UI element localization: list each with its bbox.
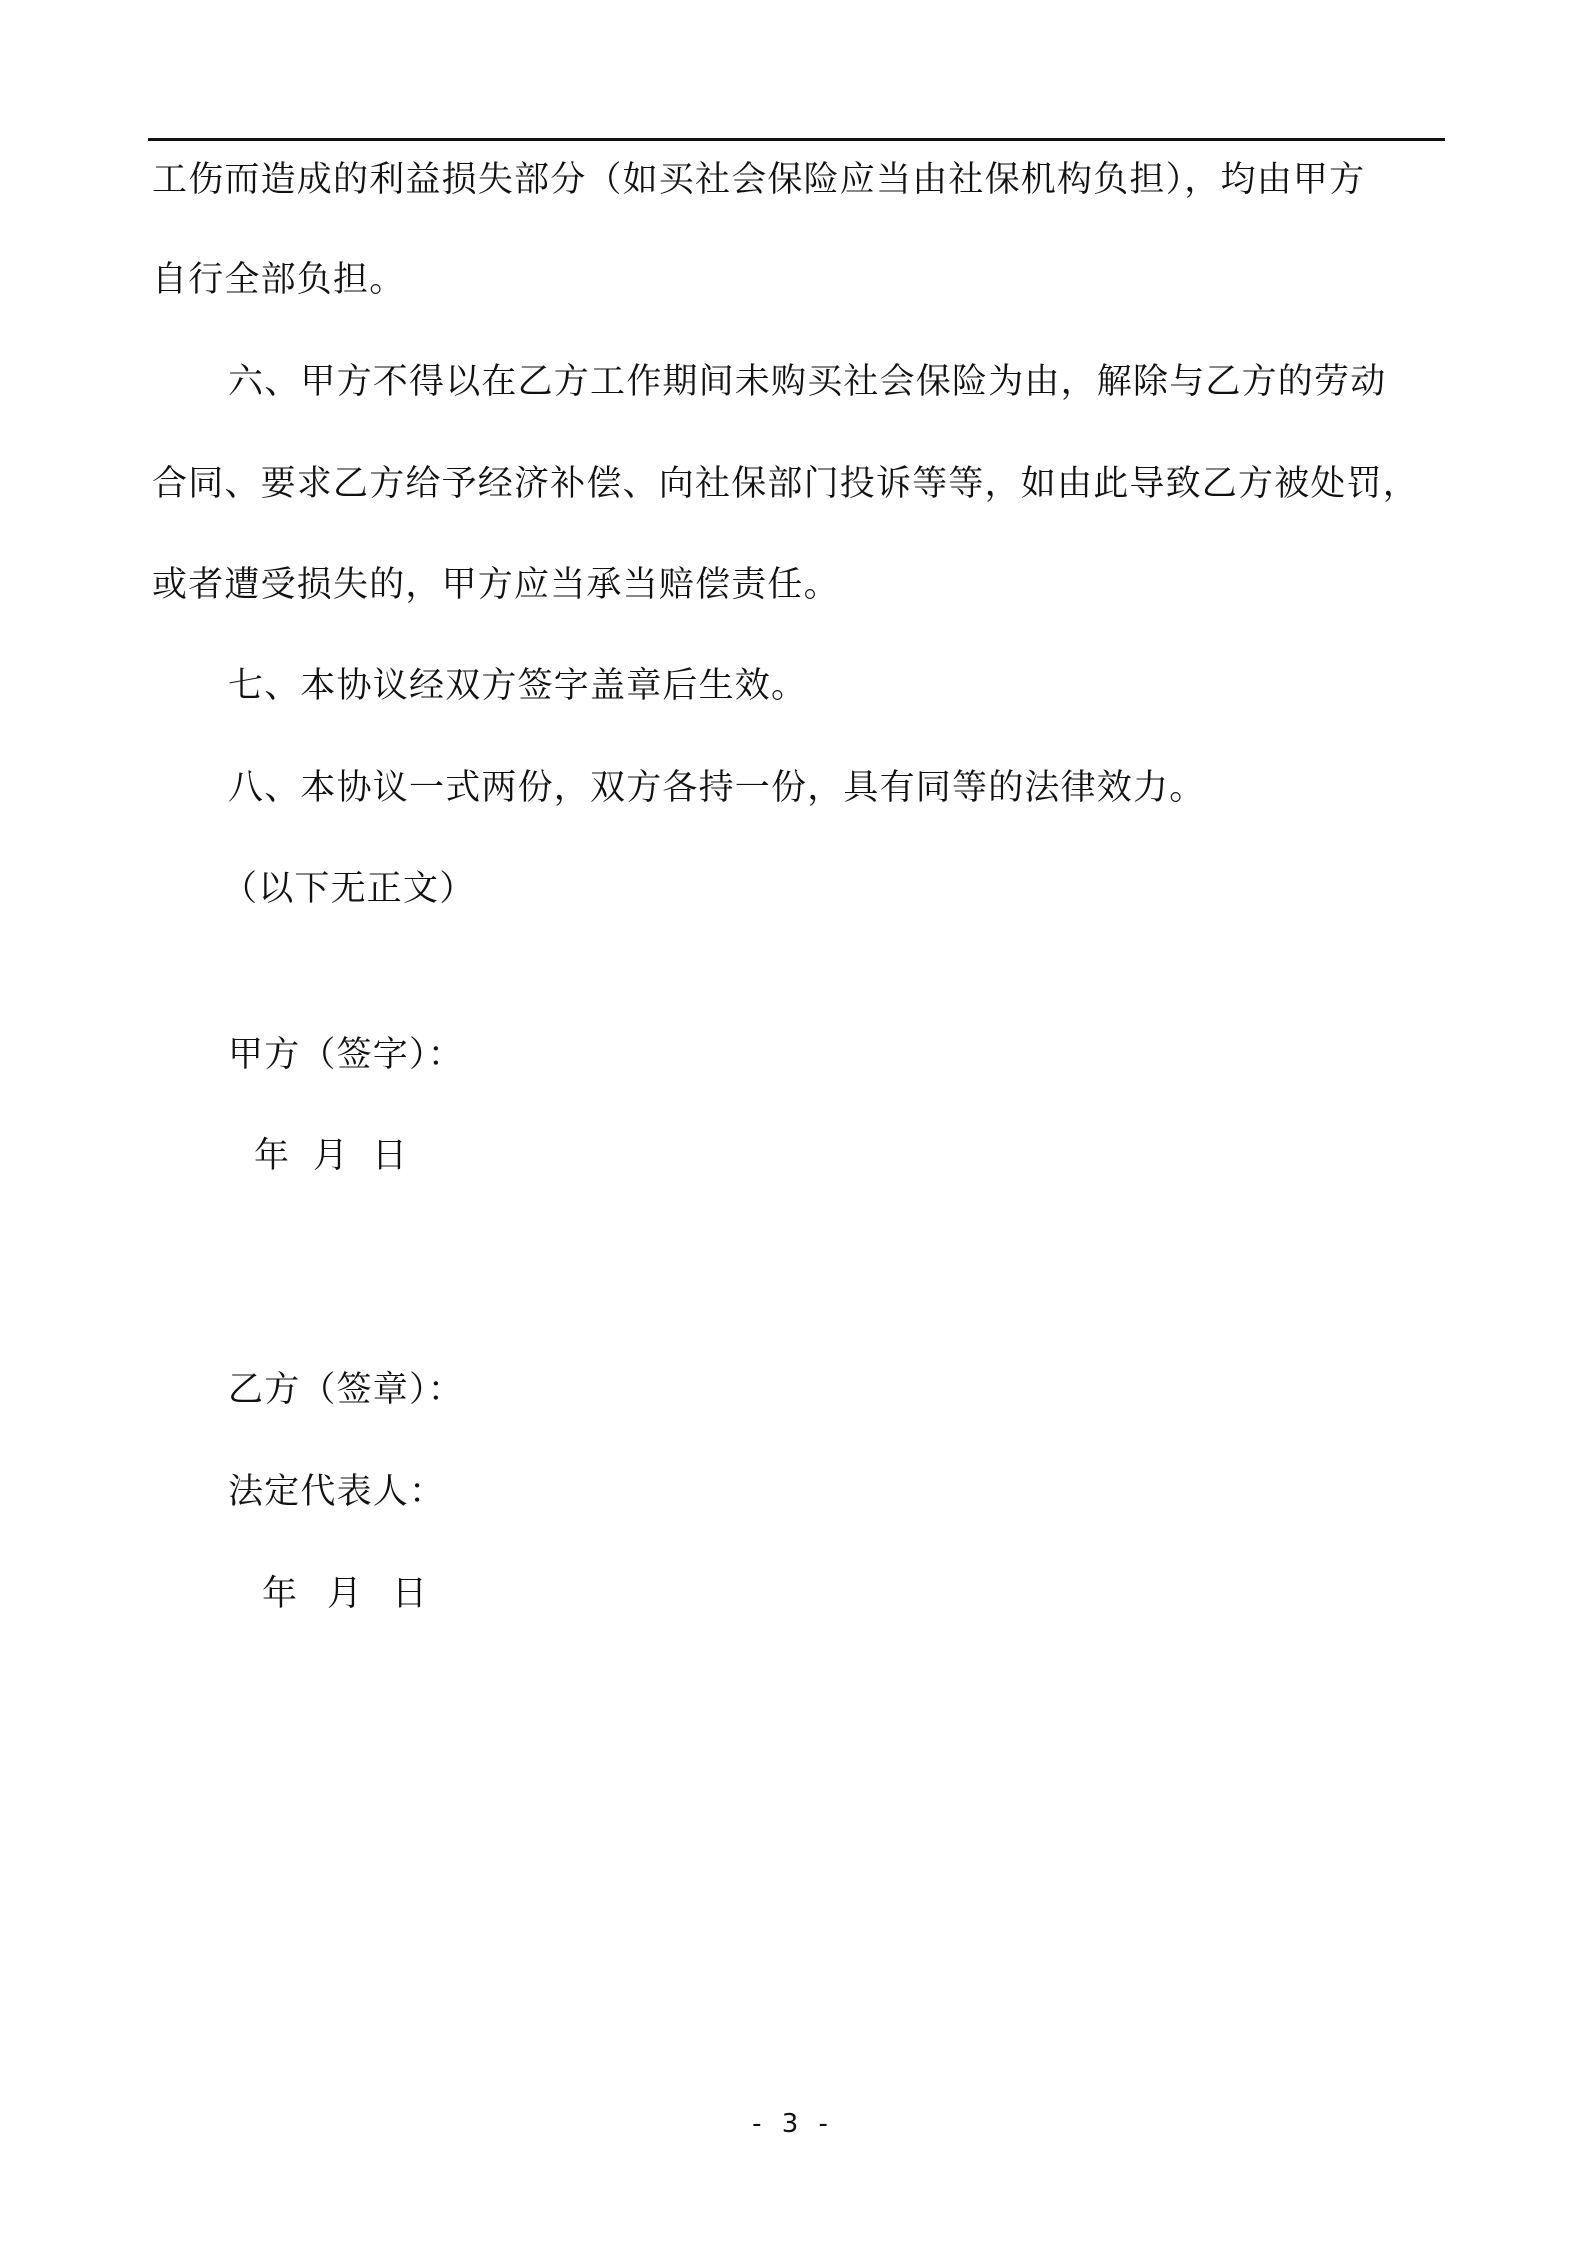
party-b-date-day: 日 [392, 1574, 428, 1614]
end-of-text-note: （以下无正文） [222, 869, 476, 909]
party-a-date-month: 月 [313, 1136, 349, 1176]
clause-seven: 七、本协议经双方签字盖章后生效。 [228, 666, 808, 706]
legal-representative-label: 法定代表人： [228, 1472, 446, 1512]
party-b-date-year: 年 [262, 1574, 298, 1614]
clause-six-line-1: 六、甲方不得以在乙方工作期间未购买社会保险为由，解除与乙方的劳动 [228, 362, 1387, 402]
party-a-date [254, 1134, 1554, 1178]
party-a-date-day: 日 [372, 1136, 408, 1176]
party-b-date [262, 1572, 1562, 1616]
paragraph-line-2: 自行全部负担。 [152, 260, 406, 300]
clause-six-line-3: 或者遭受损失的，甲方应当承当赔偿责任。 [152, 565, 840, 605]
party-b-seal-label: 乙方（签章）： [228, 1370, 464, 1410]
clause-eight: 八、本协议一式两份，双方各持一份，具有同等的法律效力。 [228, 768, 1206, 808]
party-b-date-month: 月 [327, 1574, 363, 1614]
party-a-signature-label: 甲方（签字）： [228, 1035, 464, 1075]
page-number: - 3 - [752, 2109, 834, 2139]
clause-six-line-2: 合同、要求乙方给予经济补偿、向社保部门投诉等等，如由此导致乙方被处罚， [152, 464, 1420, 504]
party-a-date-year: 年 [254, 1136, 290, 1176]
header-rule [148, 138, 1445, 141]
paragraph-line-1: 工伤而造成的利益损失部分（如买社会保险应当由社保机构负担），均由甲方 [152, 160, 1366, 200]
